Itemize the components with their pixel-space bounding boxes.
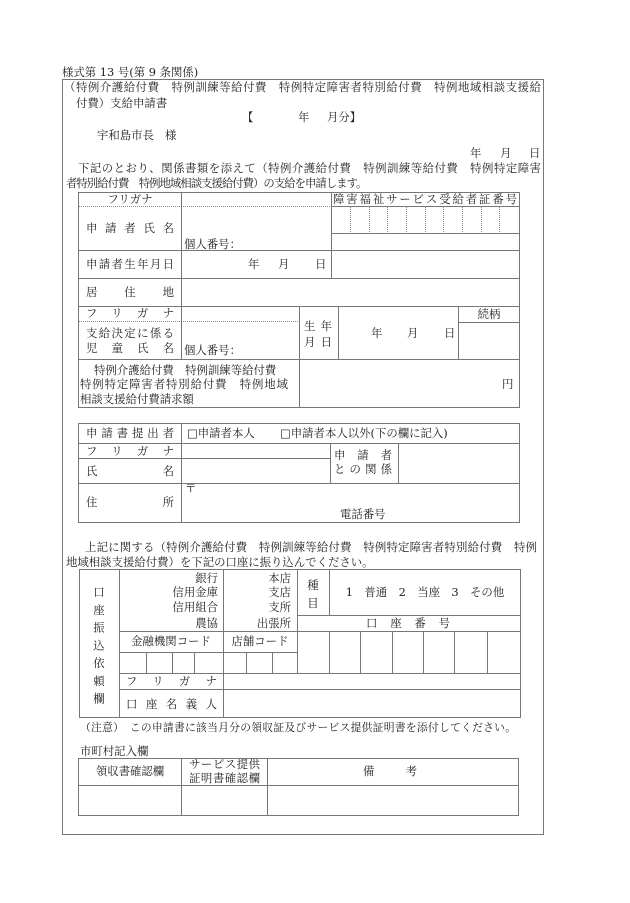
table-rule-dotted [481,206,482,234]
table-rule [146,652,147,674]
table-rule [78,443,520,444]
child-birth-year: 年 [371,326,383,340]
period-bracket-open: 【 [242,110,254,124]
service-certificate-check-label: 証明書確認欄 [189,771,260,785]
applicant-birth-year: 年 [248,257,260,271]
remarks-label: 備考 [363,764,417,778]
table-rule-dotted [78,321,300,322]
applicant-name-label: 申請者氏名 [86,221,174,235]
submitter-label: 申請書提出者 [86,426,174,440]
submitter-relation-label: との関係 [334,462,392,476]
account-furigana-label: フリガナ [126,674,217,688]
service-certificate-check-label: サービス提供 [189,757,260,771]
institution-type: 信用金庫 [172,585,218,599]
table-rule [119,673,521,674]
table-rule [79,569,521,570]
table-rule [297,569,298,674]
table-rule [423,631,424,674]
application-date-year: 年 [470,146,482,160]
account-type-label: 種目 [307,578,319,610]
applicant-birth-month: 月 [278,257,290,271]
child-furigana-label: フリガナ [86,306,174,320]
institution-type: 銀行 [195,571,218,585]
claim-amount-label: 相談支援給付費請求額 [80,392,194,406]
table-rule [119,569,120,718]
checkbox-icon: □ [187,426,198,440]
table-rule [78,458,331,459]
table-rule [520,569,521,718]
branch-type: 出張所 [256,616,291,630]
table-rule-dotted [350,206,351,234]
table-rule [78,278,520,279]
table-rule [194,652,195,674]
phone-number-label: 電話番号 [340,507,386,521]
table-rule [329,569,330,616]
addressee-name: 宇和島市長 [97,128,154,142]
applicant-residence-label: 居住地 [86,285,174,299]
account-number-label: 口座番号 [366,616,450,630]
table-rule [518,758,519,816]
child-birth-month: 月 [407,326,419,340]
table-rule [338,306,339,360]
table-rule [487,631,488,674]
table-rule [181,758,182,816]
submitter-option-self [187,426,255,440]
table-rule [454,631,455,674]
table-rule-dotted [462,206,463,234]
table-rule [119,631,521,632]
addressee-honorific: 様 [165,128,177,142]
submitter-relation-label: 申請者 [334,448,392,462]
table-rule [519,192,520,408]
account-type-options: 1 普通 2 当座 3 その他 [345,585,505,599]
claim-amount-label: 特例特定障害者特別給付費 特例地域 [80,377,288,391]
applicant-furigana-label: フリガナ [107,192,153,206]
branch-type: 支店 [268,585,291,599]
table-rule [329,631,330,674]
child-birth-label: 月日 [304,335,332,349]
submitter-option-label: 申請者本人以外(下の欄に記入) [290,426,448,440]
table-rule [458,306,459,360]
branch-type: 支所 [268,600,291,614]
table-rule-dotted [406,206,407,234]
applicant-individual-number-label: 個人番号： [184,237,241,251]
certificate-number-label: 障害福祉サービス受給者証番号 [333,192,517,206]
table-rule [78,522,520,523]
institution-type: 農協 [195,616,218,630]
table-rule [172,652,173,674]
table-rule [181,192,182,360]
submitter-name-label: 氏名 [86,464,174,478]
claim-amount-label: 特例介護給付費 特例訓練等給付費 [94,363,277,377]
submitter-option-other [280,426,448,440]
institution-type: 信用組合 [172,600,218,614]
child-relationship-label: 続柄 [477,307,501,321]
table-rule [78,192,520,193]
branch-type: 本店 [268,571,291,585]
table-rule [330,443,331,484]
table-rule [331,192,332,279]
period-year-label: 年 [298,110,310,124]
application-date-day: 日 [529,146,541,160]
table-rule [246,652,247,674]
table-rule [78,423,79,523]
table-rule [519,423,520,523]
submitter-address-label: 住所 [86,495,174,509]
institution-code-label: 金融機関コード [131,634,211,648]
child-name-label: 支給決定に係る [86,326,174,340]
table-rule [78,423,520,424]
intro-text-line: 者特別給付費 特例地域相談支援給付費）の支給を申請します。 [66,176,367,190]
transfer-text-line: 上記に関する（特例介護給付費 特例訓練等給付費 特例特定障害者特別給付費 特例 [85,540,537,554]
attachment-note: （注意） この申請書に該当月分の領収証及びサービス提供証明書を添付してください。 [80,721,516,734]
table-rule [78,192,79,408]
table-rule [299,306,300,408]
table-rule [78,785,519,786]
table-rule [223,569,224,718]
table-rule [272,652,273,674]
table-rule [360,631,361,674]
table-rule [78,815,519,816]
table-rule-dotted [425,206,426,234]
submitter-furigana-label: フリガナ [86,444,174,458]
table-rule-dotted [78,206,332,207]
bank-section-label: 口座振込依頼欄 [92,586,106,704]
table-rule [78,758,79,816]
period-month-label: 月分】 [327,110,362,124]
table-rule [79,717,521,718]
receipt-check-label: 領収書確認欄 [95,764,165,778]
table-rule [119,689,521,690]
table-rule-dotted [387,206,388,234]
applicant-birth-day: 日 [315,257,327,271]
table-rule-dotted [443,206,444,234]
table-rule-dotted [369,206,370,234]
table-rule [78,250,520,251]
form-title-line: （特例介護給付費 特例訓練等給付費 特例特定障害者特別給付費 特例地域相談支援給 [64,80,541,94]
table-rule [181,423,182,523]
table-rule [398,443,399,484]
table-rule [458,322,520,323]
form-number: 様式第 13 号(第 9 条関係) [62,65,199,79]
table-rule [78,483,520,484]
applicant-birth-label: 申請者生年月日 [86,257,174,271]
child-birth-day: 日 [444,326,456,340]
branch-code-label: 店舗コード [231,634,289,648]
child-name-label: 児童氏名 [86,341,174,355]
account-holder-label: 口座名義人 [126,697,217,711]
checkbox-icon: □ [280,426,291,440]
table-rule [297,615,521,616]
form-title-line: 付費）支給申請書 [76,96,168,110]
child-individual-number-label: 個人番号： [184,343,241,357]
table-rule [78,758,519,759]
transfer-text-line: 地域相談支援給付費）を下記の口座に振り込んでください。 [66,555,374,569]
table-rule [392,631,393,674]
municipal-section-title: 市町村記入欄 [80,744,149,758]
submitter-option-label: 申請者本人 [197,426,255,440]
intro-text-line: 下記のとおり、関係書類を添えて（特例介護給付費 特例訓練等給付費 特例特定障害 [78,161,541,175]
table-rule [267,758,268,816]
postal-mark: 〒 [185,481,197,495]
table-rule-dotted [499,206,500,234]
child-birth-label: 生年 [304,319,332,333]
claim-amount-unit: 円 [502,377,514,391]
application-date-month: 月 [500,146,512,160]
table-rule [79,569,80,718]
